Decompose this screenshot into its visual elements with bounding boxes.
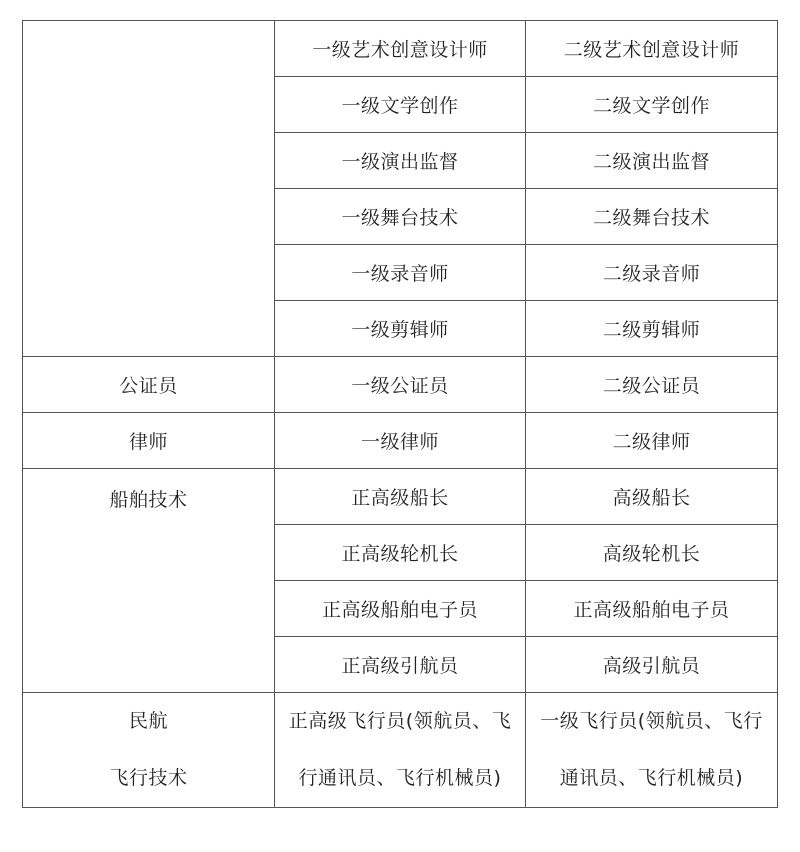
table-row xyxy=(23,469,778,525)
level2-cell: 高级轮机长 xyxy=(526,525,778,581)
level1-cell: 正高级引航员 xyxy=(275,637,526,693)
level1-cell: 一级舞台技术 xyxy=(275,189,526,245)
level2-cell: 二级舞台技术 xyxy=(526,189,778,245)
level1-cell: 一级剪辑师 xyxy=(275,301,526,357)
title-table-container xyxy=(22,20,778,808)
level2-cell: 二级录音师 xyxy=(526,245,778,301)
category-cell-notary: 公证员 xyxy=(23,357,275,413)
level2-cell: 二级演出监督 xyxy=(526,133,778,189)
cell-line: 正高级飞行员(领航员、飞 xyxy=(288,710,512,732)
level2-cell: 二级剪辑师 xyxy=(526,301,778,357)
level1-cell: 一级演出监督 xyxy=(275,133,526,189)
level1-cell: 一级律师 xyxy=(275,413,526,469)
level1-cell: 一级艺术创意设计师 xyxy=(275,21,526,77)
category-cell-aviation xyxy=(23,693,275,808)
category-cell-arts xyxy=(23,21,275,357)
table-row xyxy=(23,357,778,413)
level1-cell xyxy=(275,693,526,808)
table-row xyxy=(23,413,778,469)
level2-cell: 二级公证员 xyxy=(526,357,778,413)
level2-cell: 正高级船舶电子员 xyxy=(526,581,778,637)
table-row xyxy=(23,693,778,808)
category-line: 飞行技术 xyxy=(109,767,188,789)
level1-cell: 一级公证员 xyxy=(275,357,526,413)
category-cell-ship: 船舶技术 xyxy=(23,469,275,693)
cell-line: 行通讯员、飞行机械员) xyxy=(298,767,502,789)
level2-cell: 二级文学创作 xyxy=(526,77,778,133)
level1-cell: 正高级船长 xyxy=(275,469,526,525)
category-line: 民航 xyxy=(128,710,168,732)
cell-line: 通讯员、飞行机械员) xyxy=(559,767,744,789)
level2-cell: 二级律师 xyxy=(526,413,778,469)
level2-cell: 高级船长 xyxy=(526,469,778,525)
level2-cell xyxy=(526,693,778,808)
level1-cell: 正高级轮机长 xyxy=(275,525,526,581)
professional-title-table xyxy=(22,20,778,808)
level1-cell: 一级文学创作 xyxy=(275,77,526,133)
level2-cell: 高级引航员 xyxy=(526,637,778,693)
level1-cell: 正高级船舶电子员 xyxy=(275,581,526,637)
table-row xyxy=(23,21,778,77)
level1-cell: 一级录音师 xyxy=(275,245,526,301)
level2-cell: 二级艺术创意设计师 xyxy=(526,21,778,77)
category-cell-lawyer: 律师 xyxy=(23,413,275,469)
cell-line: 一级飞行员(领航员、飞行 xyxy=(540,710,763,732)
